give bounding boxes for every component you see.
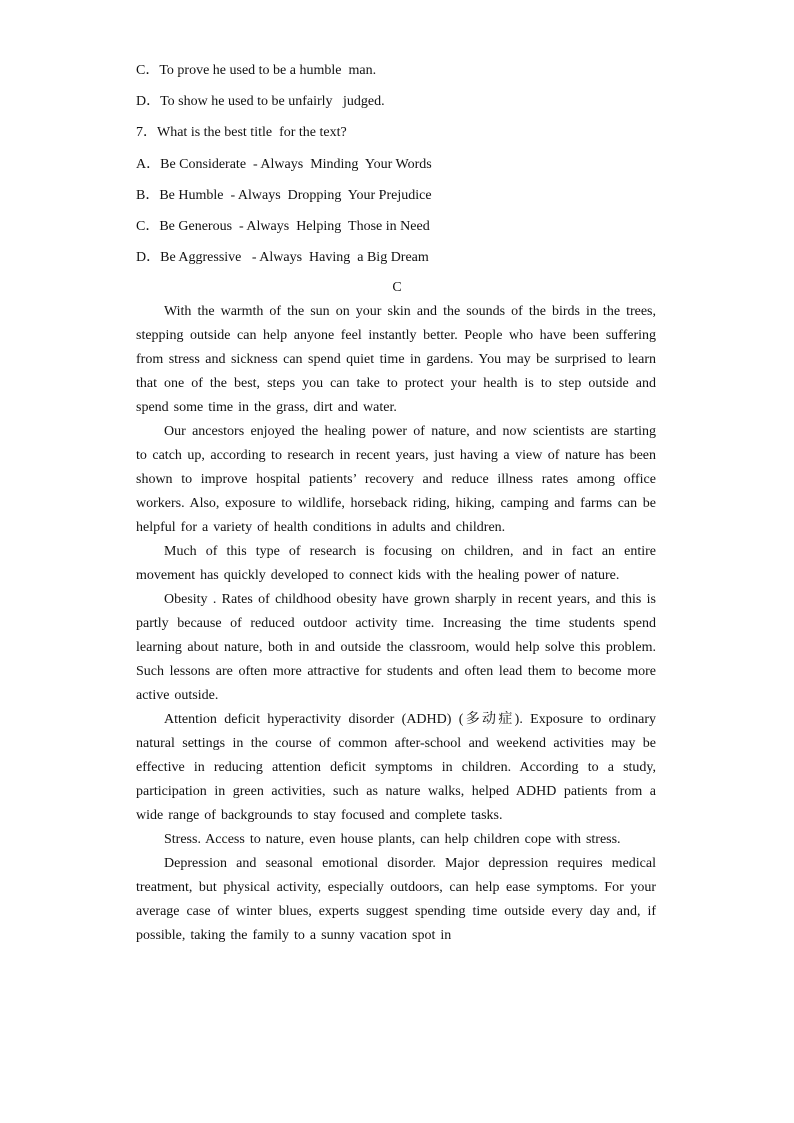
passage-paragraph: Much of this type of research is focusing on children, and in fact an entire movement has quickly developed to connect kids with the healing power of nature. [136,544,656,583]
passage-paragraph: Depression and seasonal emotional disorder. Major depression requires medical treatment, but physical activity, especially outdoors, can help ease symptoms. For your average case of winter blues, experts suggest spending time outside every day and, if possible, taking the family to a sunny vacation spot in [136,856,656,943]
question-7-option-c: C．Be Generous - Always Helping Those in Need [136,218,430,234]
passage-paragraph: With the warmth of the sun on your skin and the sounds of the birds in the trees, stepping outside can help anyone feel instantly better. People who have been suffering from stress and sickness can spend quiet time in gardens. You may be surprised to learn that one of the best, steps you can take to protect your health is to step outside and spend some time in the grass, dirt and water. [136,304,656,415]
question-7-option-a: A．Be Considerate - Always Minding Your Words [136,156,432,172]
question-7-option-d: D．Be Aggressive - Always Having a Big Dream [136,250,429,266]
question-7-stem: 7．What is the best title for the text? [136,125,347,141]
question-options-block [136,60,676,278]
passage-paragraph: Attention deficit hyperactivity disorder (ADHD) (多动症). Exposure to ordinary natural settings in the course of common after-school and weekend activities may be effective in reducing attention deficit symptoms in children. According to a study, participation in green activities, such as nature walks, helped ADHD patients from a wide range of backgrounds to stay focused and complete tasks. [136,712,656,823]
passage-paragraph: Obesity . Rates of childhood obesity have grown sharply in recent years, and this is partly because of reduced outdoor activity time. Increasing the time students spend learning about nature, both in and outside the classroom, would help solve this problem. Such lessons are often more attractive for students and often lead them to become more active outside. [136,592,656,703]
option-d-prev: D．To show he used to be unfairly judged. [136,94,385,110]
passage-section-label: C [392,280,402,295]
passage-body [136,300,656,948]
passage-paragraph: Our ancestors enjoyed the healing power of nature, and now scientists are starting to catch up, according to research in recent years, just having a view of nature has been shown to improve hospital patients’ recovery and reduce illness rates among office workers. Also, exposure to wildlife, horseback riding, hiking, camping and farms can be helpful for a variety of health conditions in adults and children. [136,424,656,535]
option-c-prev: C．To prove he used to be a humble man. [136,63,377,78]
passage-paragraph: Stress. Access to nature, even house plants, can help children cope with stress. [164,832,621,847]
question-7-option-b: B．Be Humble - Always Dropping Your Prejudice [136,187,432,203]
